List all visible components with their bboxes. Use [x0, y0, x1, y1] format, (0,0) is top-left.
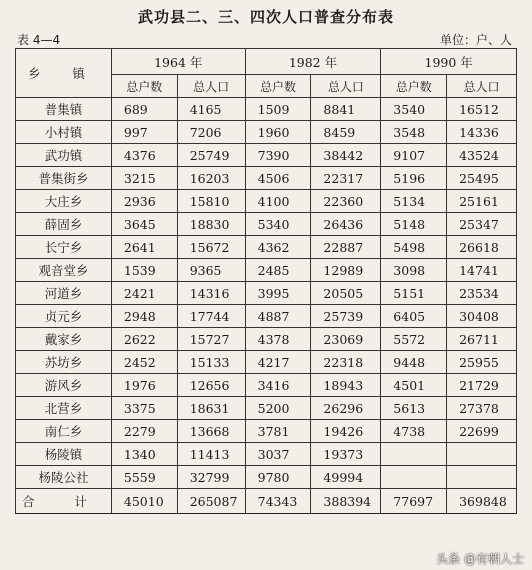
population-1982-cell: 12989	[311, 259, 381, 282]
population-1982-cell: 18943	[311, 374, 381, 397]
households-1964-cell: 2421	[111, 282, 177, 305]
table-row	[16, 167, 517, 190]
population-1990-cell: 27378	[447, 397, 517, 420]
households-1982-cell: 4887	[245, 305, 311, 328]
town-name: 游风乡	[16, 374, 112, 397]
households-1964-cell: 2948	[111, 305, 177, 328]
households-1990-cell: 5613	[381, 397, 447, 420]
population-1964-cell: 18631	[177, 397, 245, 420]
population-1982-cell: 26296	[311, 397, 381, 420]
households-1990-cell: 3540	[381, 98, 447, 121]
population-1990-cell: 22699	[447, 420, 517, 443]
population-1982-cell: 22318	[311, 351, 381, 374]
households-1982-cell: 7390	[245, 144, 311, 167]
population-1982-cell: 8841	[311, 98, 381, 121]
table-row	[16, 236, 517, 259]
town-name: 大庄乡	[16, 190, 112, 213]
households-1982-cell: 3037	[245, 443, 311, 466]
households-header: 总户数	[381, 75, 447, 98]
population-1964-cell: 11413	[177, 443, 245, 466]
population-1982-cell: 19426	[311, 420, 381, 443]
households-1982-cell: 1960	[245, 121, 311, 144]
households-1982-cell: 5340	[245, 213, 311, 236]
total-row	[16, 489, 517, 514]
households-1982-cell: 1509	[245, 98, 311, 121]
table-row	[16, 305, 517, 328]
population-1982-cell: 26436	[311, 213, 381, 236]
households-1990-cell: 4501	[381, 374, 447, 397]
town-name: 苏坊乡	[16, 351, 112, 374]
households-1990-cell: 5196	[381, 167, 447, 190]
households-1964-cell: 2641	[111, 236, 177, 259]
table-row	[16, 466, 517, 489]
year-header-1964: 1964 年	[111, 49, 245, 75]
table-row	[16, 420, 517, 443]
population-1982-cell: 49994	[311, 466, 381, 489]
households-1982-cell: 5200	[245, 397, 311, 420]
households-1964-cell: 3375	[111, 397, 177, 420]
households-1964-cell: 2279	[111, 420, 177, 443]
population-1990-cell	[447, 443, 517, 466]
table-row	[16, 351, 517, 374]
population-1990-cell: 25955	[447, 351, 517, 374]
households-1964-cell: 45010	[111, 489, 177, 514]
population-1982-cell: 8459	[311, 121, 381, 144]
population-1990-cell	[447, 466, 517, 489]
town-column-header: 乡 镇	[16, 49, 112, 98]
population-1982-cell: 38442	[311, 144, 381, 167]
households-1982-cell: 4506	[245, 167, 311, 190]
population-1990-cell: 369848	[447, 489, 517, 514]
town-name: 戴家乡	[16, 328, 112, 351]
population-1990-cell: 14336	[447, 121, 517, 144]
households-1964-cell: 1976	[111, 374, 177, 397]
households-1982-cell: 2485	[245, 259, 311, 282]
households-1990-cell: 5572	[381, 328, 447, 351]
town-name: 薛固乡	[16, 213, 112, 236]
town-name: 小村镇	[16, 121, 112, 144]
population-1982-cell: 22317	[311, 167, 381, 190]
town-name: 普集镇	[16, 98, 112, 121]
table-row	[16, 213, 517, 236]
population-1982-cell: 388394	[311, 489, 381, 514]
population-1964-cell: 25749	[177, 144, 245, 167]
population-1990-cell: 16512	[447, 98, 517, 121]
population-1990-cell: 25161	[447, 190, 517, 213]
households-1964-cell: 5559	[111, 466, 177, 489]
population-1990-cell: 23534	[447, 282, 517, 305]
table-row	[16, 397, 517, 420]
population-1990-cell: 25495	[447, 167, 517, 190]
population-1982-cell: 22360	[311, 190, 381, 213]
households-header: 总户数	[111, 75, 177, 98]
households-1964-cell: 2452	[111, 351, 177, 374]
unit-label: 单位：户、人	[439, 33, 512, 47]
table-row	[16, 374, 517, 397]
population-1990-cell: 21729	[447, 374, 517, 397]
population-1964-cell: 15133	[177, 351, 245, 374]
town-name: 观音堂乡	[16, 259, 112, 282]
households-1990-cell	[381, 466, 447, 489]
town-name: 河道乡	[16, 282, 112, 305]
population-1990-cell: 30408	[447, 305, 517, 328]
table-row	[16, 121, 517, 144]
households-1982-cell: 4217	[245, 351, 311, 374]
households-1990-cell: 3548	[381, 121, 447, 144]
year-header-1990: 1990 年	[381, 49, 517, 75]
population-1982-cell: 25739	[311, 305, 381, 328]
town-name: 普集街乡	[16, 167, 112, 190]
households-1990-cell: 9107	[381, 144, 447, 167]
population-1964-cell: 13668	[177, 420, 245, 443]
households-1990-cell: 3098	[381, 259, 447, 282]
town-name: 北营乡	[16, 397, 112, 420]
table-row	[16, 144, 517, 167]
households-1982-cell: 4100	[245, 190, 311, 213]
households-1964-cell: 4376	[111, 144, 177, 167]
table-row	[16, 443, 517, 466]
population-1964-cell: 7206	[177, 121, 245, 144]
population-1982-cell: 22887	[311, 236, 381, 259]
households-1990-cell: 6405	[381, 305, 447, 328]
census-table	[15, 48, 517, 514]
population-1990-cell: 14741	[447, 259, 517, 282]
table-number: 表 4—4	[17, 33, 61, 47]
population-1964-cell: 17744	[177, 305, 245, 328]
households-1990-cell: 5498	[381, 236, 447, 259]
population-1964-cell: 15810	[177, 190, 245, 213]
households-1990-cell	[381, 443, 447, 466]
table-body	[16, 98, 517, 514]
households-1982-cell: 3416	[245, 374, 311, 397]
population-1990-cell: 25347	[447, 213, 517, 236]
population-1990-cell: 43524	[447, 144, 517, 167]
population-1964-cell: 15672	[177, 236, 245, 259]
households-1964-cell: 3645	[111, 213, 177, 236]
population-1964-cell: 15727	[177, 328, 245, 351]
households-1990-cell: 77697	[381, 489, 447, 514]
population-1982-cell: 23069	[311, 328, 381, 351]
table-row	[16, 98, 517, 121]
households-1964-cell: 3215	[111, 167, 177, 190]
population-1990-cell: 26618	[447, 236, 517, 259]
households-1990-cell: 5148	[381, 213, 447, 236]
population-header: 总人口	[447, 75, 517, 98]
households-1982-cell: 4378	[245, 328, 311, 351]
households-1990-cell: 4738	[381, 420, 447, 443]
households-1982-cell: 3781	[245, 420, 311, 443]
town-name: 杨陵公社	[16, 466, 112, 489]
households-1982-cell: 4362	[245, 236, 311, 259]
table-title: 武功县二、三、四次人口普查分布表	[137, 8, 394, 26]
population-header: 总人口	[177, 75, 245, 98]
population-1990-cell: 26711	[447, 328, 517, 351]
table-row	[16, 190, 517, 213]
population-1964-cell: 16203	[177, 167, 245, 190]
population-1964-cell: 4165	[177, 98, 245, 121]
households-1964-cell: 689	[111, 98, 177, 121]
population-1964-cell: 32799	[177, 466, 245, 489]
table-row	[16, 282, 517, 305]
watermark: 头条 @有朝人士	[436, 552, 524, 566]
households-1990-cell: 9448	[381, 351, 447, 374]
households-1990-cell: 5134	[381, 190, 447, 213]
households-1964-cell: 2622	[111, 328, 177, 351]
year-header-1982: 1982 年	[245, 49, 381, 75]
town-name: 贞元乡	[16, 305, 112, 328]
table-row	[16, 328, 517, 351]
households-1964-cell: 1340	[111, 443, 177, 466]
population-1982-cell: 20505	[311, 282, 381, 305]
population-1964-cell: 12656	[177, 374, 245, 397]
town-name: 武功镇	[16, 144, 112, 167]
population-1964-cell: 265087	[177, 489, 245, 514]
households-1982-cell: 3995	[245, 282, 311, 305]
town-name: 杨陵镇	[16, 443, 112, 466]
population-1982-cell: 19373	[311, 443, 381, 466]
town-name: 长宁乡	[16, 236, 112, 259]
population-1964-cell: 18830	[177, 213, 245, 236]
households-1964-cell: 1539	[111, 259, 177, 282]
header-row-years	[16, 49, 517, 75]
households-1964-cell: 997	[111, 121, 177, 144]
households-1964-cell: 2936	[111, 190, 177, 213]
table-row	[16, 259, 517, 282]
households-header: 总户数	[245, 75, 311, 98]
households-1982-cell: 9780	[245, 466, 311, 489]
total-label: 合 计	[16, 489, 112, 514]
population-1964-cell: 14316	[177, 282, 245, 305]
town-name: 南仁乡	[16, 420, 112, 443]
population-1964-cell: 9365	[177, 259, 245, 282]
households-1982-cell: 74343	[245, 489, 311, 514]
population-header: 总人口	[311, 75, 381, 98]
households-1990-cell: 5151	[381, 282, 447, 305]
